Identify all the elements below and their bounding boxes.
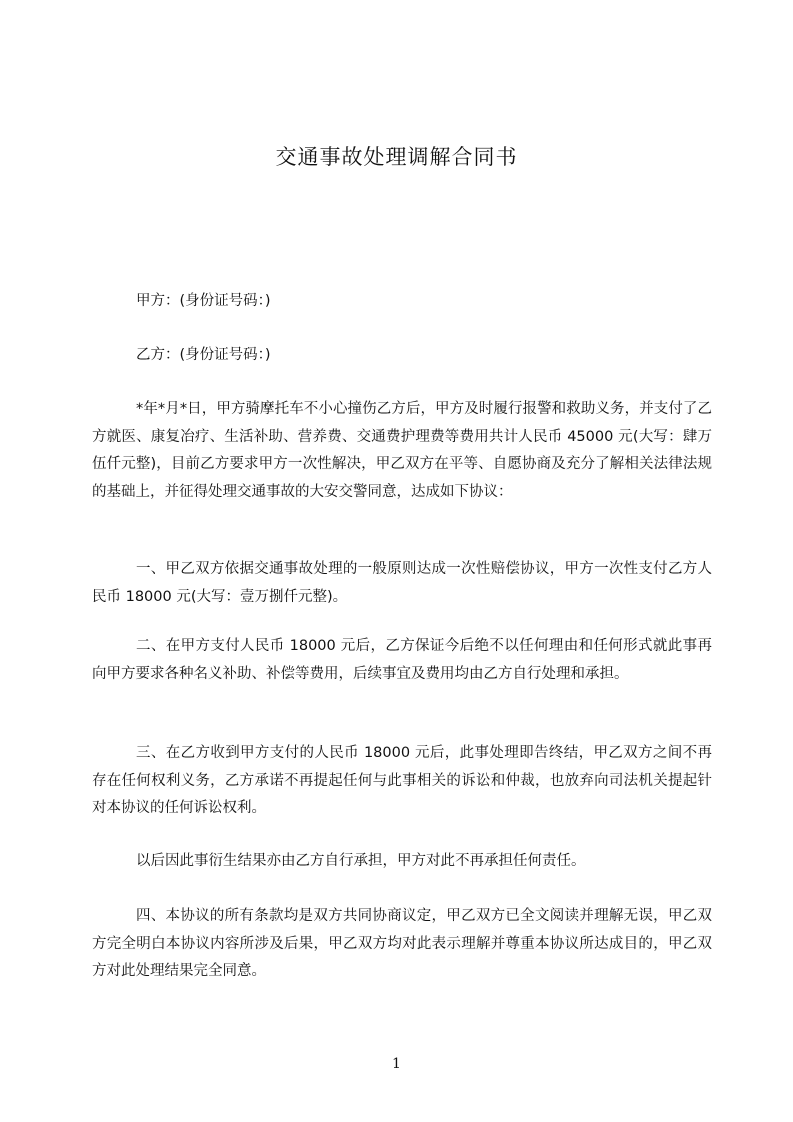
clause-3-paragraph: 三、在乙方收到甲方支付的人民币 18000 元后，此事处理即告终结，甲乙双方之间不再存在任何权利义务，乙方承诺不再提起任何与此事相关的诉讼和仲裁，也放弃向司法机关提起针对本协议的任何诉讼权利。	[92, 745, 712, 816]
consequence-paragraph: 以后因此事衍生结果亦由乙方自行承担，甲方对此不再承担任何责任。	[136, 853, 586, 869]
clause-1-paragraph: 一、甲乙双方依据交通事故处理的一般原则达成一次性赔偿协议，甲方一次性支付乙方人民币 18000 元(大写：壹万捌仟元整)。	[92, 561, 712, 605]
clause-2-paragraph: 二、在甲方支付人民币 18000 元后，乙方保证今后绝不以任何理由和任何形式就此事再向甲方要求各种名义补助、补偿等费用，后续事宜及费用均由乙方自行处理和承担。	[92, 638, 712, 682]
party-a-line: 甲方：(身份证号码：)	[136, 293, 271, 309]
intro-paragraph: *年*月*日，甲方骑摩托车不小心撞伤乙方后，甲方及时履行报警和救助义务，并支付了乙方就医、康复冶疗、生活补助、营养费、交通费护理费等费用共计人民币 45000 元(大写：肆万伍仟元整)，目前乙方要求甲方一次性解决，甲乙双方在平等、自愿协商及充分了解相关法律法规的基础上，并征得处理交通事故的大安交警同意，达成如下协议：	[92, 401, 712, 500]
clause-4-paragraph: 四、本协议的所有条款均是双方共同协商议定，甲乙双方已全文阅读并理解无误，甲乙双方完全明白本协议内容所涉及后果，甲乙双方均对此表示理解并尊重本协议所达成目的，甲乙双方对此处理结果完全同意。	[92, 908, 712, 979]
page-number: 1	[392, 1056, 401, 1072]
party-b-line: 乙方：(身份证号码：)	[136, 347, 271, 363]
document-title: 交通事故处理调解合同书	[275, 145, 518, 169]
